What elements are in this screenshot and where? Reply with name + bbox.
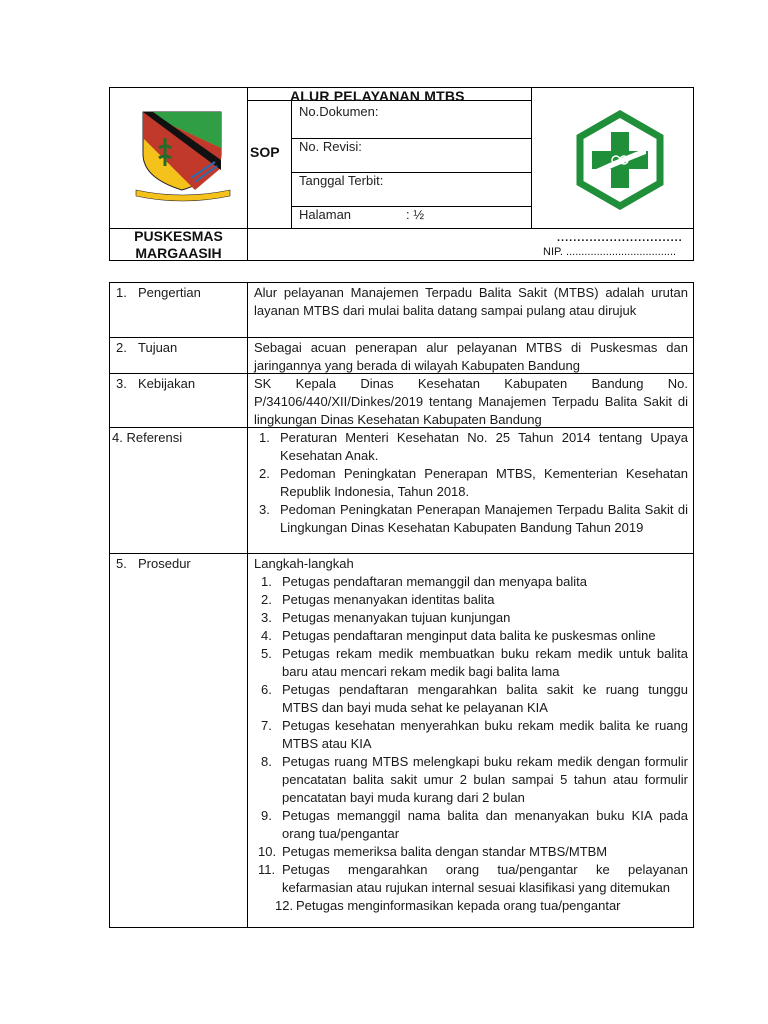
- signature-line: ...............................: [557, 232, 683, 244]
- page-label: Halaman: [299, 207, 352, 222]
- section-content: [254, 555, 688, 915]
- sop-label: SOP: [250, 144, 280, 160]
- list-item: 1. Peraturan Menteri Kesehatan No. 25 Tahun 2014 tentang Upaya Kesehatan Anak.: [259, 430, 688, 463]
- section-content: [256, 429, 688, 537]
- issue-date-label: Tanggal Terbit:: [299, 173, 384, 188]
- section-label: 1. Pengertian: [116, 285, 201, 300]
- section-label: 4. Referensi: [112, 430, 183, 445]
- list-item: 5. Petugas rekam medik membuatkan buku rekam medik untuk balita baru atau mencari rekam medik bagi balita lama: [261, 646, 688, 679]
- section-row-tujuan: [110, 337, 693, 374]
- section-content: Alur pelayanan Manajemen Terpadu Balita Sakit (MTBS) adalah urutan layanan MTBS dari mulai balita datang sampai pulang atau dirujuk: [254, 285, 688, 318]
- bandung-regency-crest-icon: [135, 108, 235, 204]
- section-content: Sebagai acuan penerapan alur pelayanan MTBS di Puskesmas dan jaringannya yang berada di wilayah Kabupaten Bandung: [254, 340, 688, 373]
- list-item: 11. Petugas mengarahkan orang tua/pengantar ke pelayanan kefarmasian atau rujukan internal sesuai klasifikasi yang ditemukan: [258, 862, 688, 895]
- doc-number-label: No.Dokumen:: [299, 104, 379, 119]
- list-item: 6. Petugas pendaftaran mengarahkan balita sakit ke ruang tunggu MTBS dan bayi muda sehat ke pelayanan KIA: [261, 682, 688, 715]
- organization-name: PUSKESMAS MARGAASIH: [134, 228, 223, 261]
- page-value: : ½: [406, 207, 425, 222]
- section-row-pengertian: [110, 283, 693, 337]
- list-item: 10. Petugas memeriksa balita dengan standar MTBS/MTBM: [258, 844, 608, 859]
- list-item: 2. Pedoman Peningkatan Penerapan MTBS, Kementerian Kesehatan Republik Indonesia, Tahun 2018.: [259, 466, 688, 499]
- procedure-steps: [258, 573, 688, 915]
- list-item: 12. Petugas menginformasikan kepada orang tua/pengantar: [275, 898, 621, 913]
- sop-content-table: [109, 282, 694, 928]
- revision-label: No. Revisi:: [299, 139, 362, 154]
- document-title: ALUR PELAYANAN MTBS: [290, 88, 465, 104]
- header-divider: [247, 88, 248, 260]
- list-item: 2. Petugas menanyakan identitas balita: [261, 592, 495, 607]
- section-row-kebijakan: [110, 373, 693, 428]
- nip-label: NIP. ....................................: [543, 246, 677, 258]
- header-divider: [291, 100, 292, 228]
- section-label: 5. Prosedur: [116, 556, 191, 571]
- list-item: 9. Petugas memanggil nama balita dan menanyakan buku KIA pada orang tua/pengantar: [261, 808, 688, 841]
- section-label: 2. Tujuan: [116, 340, 178, 355]
- section-content: SK Kepala Dinas Kesehatan Kabupaten Bandung No. P/34106/440/XII/Dinkes/2019 tentang Manajemen Terpadu Balita Sakit di lingkungan Dinas Kesehatan Kabupaten Bandung: [254, 376, 688, 427]
- list-item: 4. Petugas pendaftaran menginput data balita ke puskesmas online: [261, 628, 656, 643]
- reference-list: [256, 429, 688, 537]
- list-item: 1. Petugas pendaftaran memanggil dan menyapa balita: [261, 574, 587, 589]
- list-item: 8. Petugas ruang MTBS melengkapi buku rekam medik dengan formulir pencatatan balita sakit umur 2 bulan sampai 5 tahun atau formulir pencatatan bayi muda kurang dari 2 bulan: [261, 754, 688, 805]
- list-item: 3. Pedoman Peningkatan Penerapan Manajemen Terpadu Balita Sakit di Lingkungan Dinas Kesehatan Kabupaten Bandung Tahun 2019: [259, 502, 688, 535]
- header-divider: [531, 88, 532, 228]
- puskesmas-cross-icon: [570, 110, 670, 210]
- procedure-intro: Langkah-langkah: [254, 556, 354, 571]
- sop-header-table: [109, 87, 694, 261]
- section-row-prosedur: [110, 553, 693, 928]
- list-item: 3. Petugas menanyakan tujuan kunjungan: [261, 610, 511, 625]
- section-row-referensi: [110, 427, 693, 554]
- list-item: 7. Petugas kesehatan menyerahkan buku rekam medik balita ke ruang MTBS atau KIA: [261, 718, 688, 751]
- section-label: 3. Kebijakan: [116, 376, 196, 391]
